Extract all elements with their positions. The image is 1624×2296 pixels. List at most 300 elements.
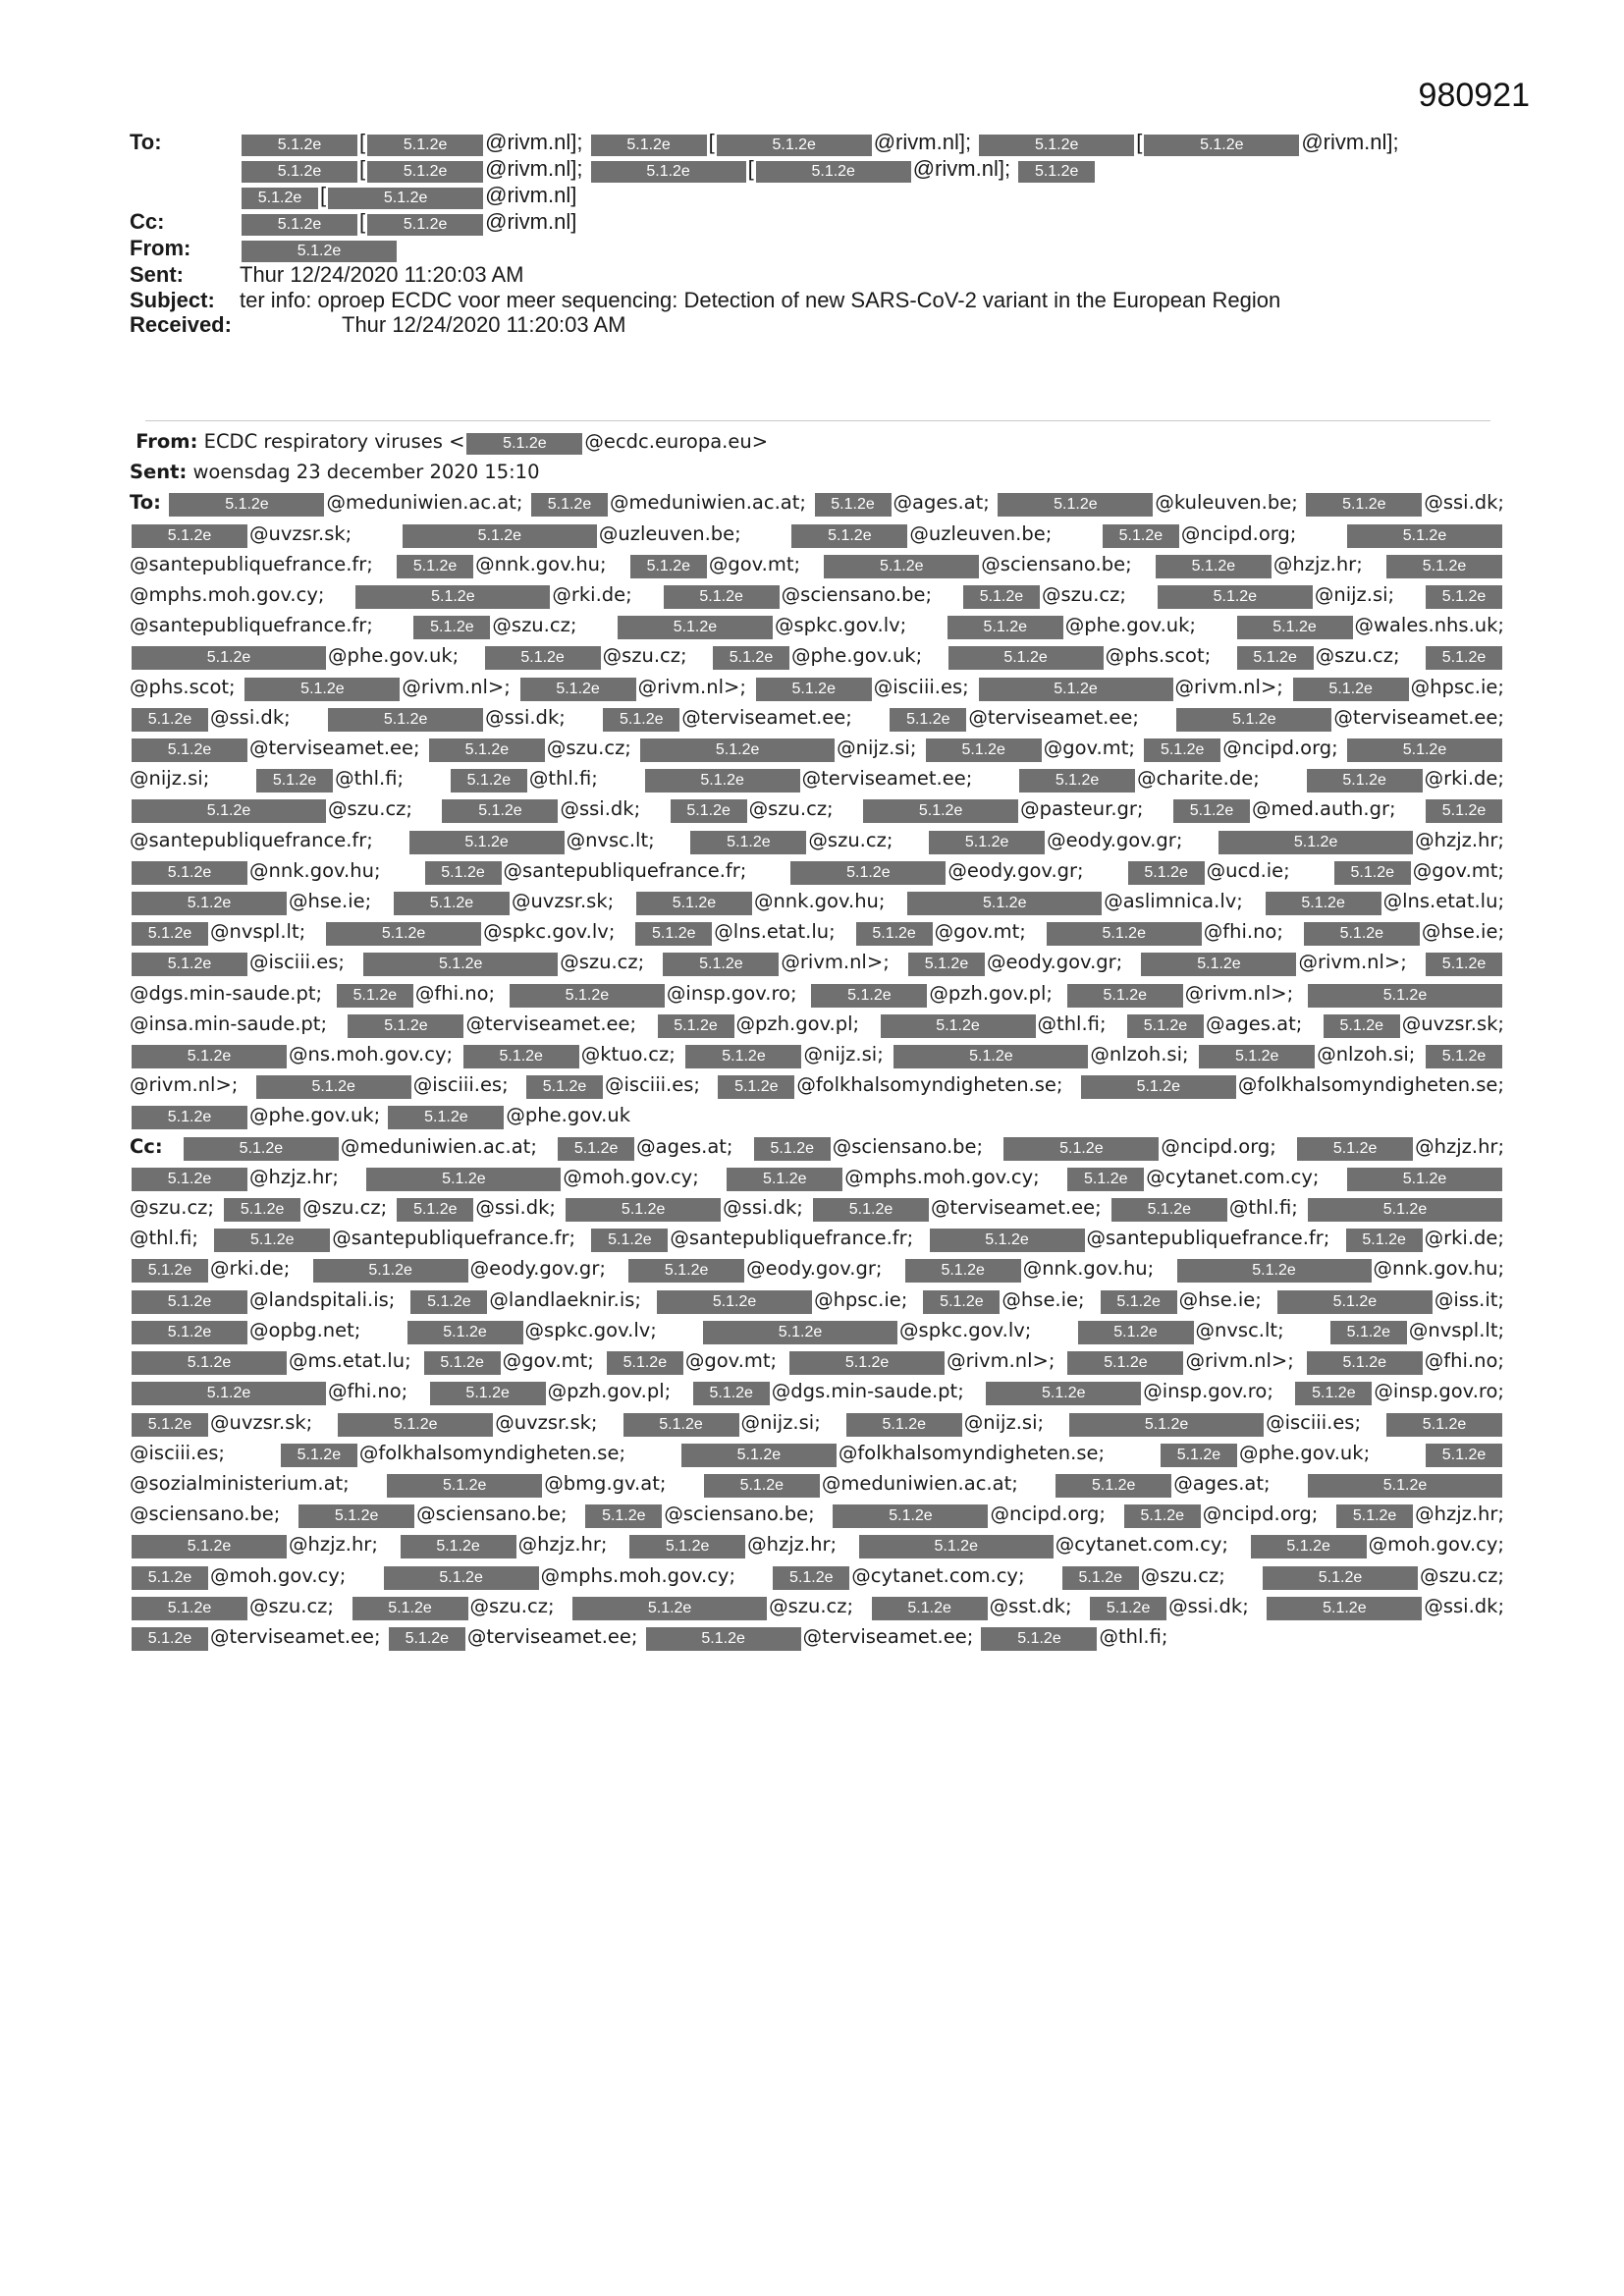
redaction-box: 5.1.2e <box>1173 799 1250 823</box>
redaction-box: 5.1.2e <box>618 616 773 639</box>
recipient-domain: @terviseamet.ee; <box>465 1011 637 1035</box>
redaction-box: 5.1.2e <box>1297 1137 1413 1161</box>
redaction-box: 5.1.2e <box>242 214 357 236</box>
recipient-domain: @terviseamet.ee; <box>210 1624 381 1648</box>
recipient-domain: @ncipd.org; <box>1161 1134 1276 1158</box>
redaction-box: 5.1.2e <box>1304 922 1420 946</box>
recipient-domain: @bmg.gv.at; <box>544 1471 667 1495</box>
recipient-domain: @nvsc.lt; <box>566 828 655 851</box>
recipient-domain: @pasteur.gr; <box>1020 797 1144 821</box>
recipient-address <box>1293 1380 1504 1402</box>
redaction-box: 5.1.2e <box>815 493 892 517</box>
outer-email-header <box>130 130 1504 338</box>
redaction-box: 5.1.2e <box>833 1504 988 1528</box>
redaction-box: 5.1.2e <box>1334 861 1411 885</box>
redaction-box: 5.1.2e <box>132 1566 208 1590</box>
redaction-box: 5.1.2e <box>905 1259 1021 1283</box>
recipient-domain: @aslimnica.lv; <box>1104 890 1243 913</box>
recipient-domain: @uvzsr.sk; <box>249 521 352 545</box>
recipient-domain: @ages.at; <box>636 1134 733 1158</box>
recipient-address <box>428 1380 672 1402</box>
recipient-address <box>1126 859 1290 882</box>
recipient-domain: @szu.cz; <box>1315 644 1400 668</box>
outer-subject-label: Subject: <box>130 287 215 312</box>
redaction-box: 5.1.2e <box>1067 984 1183 1008</box>
redaction-box: 5.1.2e <box>998 493 1153 517</box>
redaction-box: 5.1.2e <box>363 953 558 976</box>
recipient-address <box>701 1319 1031 1341</box>
recipient-address <box>130 951 345 973</box>
recipient-domain: @hzjz.hr; <box>289 1533 378 1557</box>
redaction-box: 5.1.2e <box>824 555 979 578</box>
redaction-box: 5.1.2e <box>407 1321 523 1344</box>
inner-from-row <box>130 426 1504 457</box>
recipient-address <box>633 920 835 943</box>
inner-sent-label: Sent: <box>130 461 188 484</box>
recipient-domain: @uvzsr.sk; <box>511 890 615 913</box>
recipient-domain: @gov.mt; <box>1043 737 1135 760</box>
recipient-domain: @szu.cz; <box>808 828 893 851</box>
recipient-domain: @cytanet.com.cy; <box>1146 1165 1320 1188</box>
redaction-box: 5.1.2e <box>1047 922 1202 946</box>
redaction-box: 5.1.2e <box>132 708 208 732</box>
redaction-box: 5.1.2e <box>1426 1045 1502 1068</box>
redaction-box: 5.1.2e <box>690 831 806 854</box>
recipient-address <box>583 1503 814 1525</box>
redaction-box: 5.1.2e <box>132 892 287 915</box>
recipient-domain: @eody.gov.gr; <box>469 1257 606 1281</box>
redaction-box: 5.1.2e <box>930 1229 1085 1252</box>
redaction-box: 5.1.2e <box>1267 1597 1422 1620</box>
recipient-address <box>643 767 973 790</box>
recipient-address <box>130 890 371 912</box>
recipient-address <box>1067 1411 1361 1434</box>
redaction-box: 5.1.2e <box>981 1627 1097 1651</box>
recipient-address <box>903 1257 1155 1280</box>
recipient-address <box>1322 1012 1504 1035</box>
redaction-box: 5.1.2e <box>1101 1290 1177 1314</box>
redaction-box: 5.1.2e <box>1426 799 1502 823</box>
redaction-box: 5.1.2e <box>1308 1198 1502 1222</box>
recipient-address <box>811 1196 1102 1219</box>
recipient-address <box>1088 1595 1249 1617</box>
recipient-address <box>254 1073 509 1096</box>
redaction-box: 5.1.2e <box>629 1535 745 1558</box>
redaction-box: 5.1.2e <box>132 1382 326 1405</box>
recipient-address <box>336 1411 597 1434</box>
redaction-box: 5.1.2e <box>603 708 679 732</box>
recipient-domain: @santepubliquefrance.fr; <box>503 858 747 882</box>
redaction-box: 5.1.2e <box>132 1627 208 1651</box>
redaction-box: 5.1.2e <box>1426 585 1502 609</box>
redaction-box: 5.1.2e <box>1295 1382 1372 1405</box>
redaction-box: 5.1.2e <box>424 1351 501 1375</box>
recipient-domain: @isciii.es; <box>130 1441 225 1464</box>
recipient-domain: @uvzsr.sk; <box>210 1410 313 1434</box>
recipient-domain: @phs.scot; <box>1105 644 1212 668</box>
recipient-domain: @rivm.nl>; <box>1184 981 1294 1005</box>
recipient-address <box>752 1135 983 1158</box>
recipient-address <box>524 1073 700 1096</box>
recipient-domain: @sciensano.be; <box>981 552 1132 575</box>
redaction-box: 5.1.2e <box>628 1259 744 1283</box>
recipient-address <box>311 1257 606 1280</box>
redaction-box: 5.1.2e <box>397 555 473 578</box>
redaction-box: 5.1.2e <box>1347 524 1502 548</box>
recipient-domain: @isciii.es; <box>605 1073 700 1097</box>
redaction-box: 5.1.2e <box>132 953 247 976</box>
redaction-box: 5.1.2e <box>1078 1321 1194 1344</box>
recipient-address <box>1174 706 1504 729</box>
redaction-box: 5.1.2e <box>693 1382 770 1405</box>
redaction-box: 5.1.2e <box>367 214 483 236</box>
redaction-box: 5.1.2e <box>1426 953 1502 976</box>
redaction-box: 5.1.2e <box>244 678 400 701</box>
redaction-box: 5.1.2e <box>242 161 357 183</box>
recipient-domain: @fhi.no; <box>328 1380 408 1403</box>
recipient-address <box>725 1166 1039 1188</box>
recipient-address <box>1171 797 1396 820</box>
redaction-box: 5.1.2e <box>466 433 582 455</box>
redaction-box: 5.1.2e <box>531 493 608 517</box>
redaction-box: 5.1.2e <box>671 799 747 823</box>
recipient-domain: @spkc.gov.lv; <box>524 1318 657 1341</box>
redaction-box: 5.1.2e <box>1336 1504 1413 1528</box>
recipient-domain: @ktuo.cz; <box>580 1043 676 1066</box>
recipient-address <box>1156 583 1394 606</box>
recipient-address <box>1275 1288 1504 1311</box>
recipient-domain: @spkc.gov.lv; <box>483 920 616 944</box>
redaction-box: 5.1.2e <box>717 135 872 156</box>
recipient-domain: @cytanet.com.cy; <box>851 1563 1025 1587</box>
recipient-domain: @nijz.si; <box>963 1410 1045 1434</box>
redaction-box: 5.1.2e <box>591 161 746 183</box>
recipient-domain: @rivm.nl>; <box>402 675 511 698</box>
recipient-address <box>905 890 1243 912</box>
recipient-domain: @sst.dk; <box>989 1594 1072 1617</box>
recipient-domain: @rivm.nl>; <box>637 675 746 698</box>
recipient-address <box>1139 951 1406 973</box>
recipient-domain: @folkhalsomyndigheten.se; <box>358 1441 626 1464</box>
recipient-domain: @moh.gov.cy; <box>1368 1533 1504 1557</box>
redaction-box: 5.1.2e <box>132 1168 247 1191</box>
redaction-box: 5.1.2e <box>463 1045 579 1068</box>
redaction-box: 5.1.2e <box>585 1504 662 1528</box>
recipient-address <box>702 1472 1018 1495</box>
recipient-domain: @nnk.gov.hu; <box>1022 1257 1155 1281</box>
recipient-domain: @nnk.gov.hu; <box>249 858 381 882</box>
redaction-box: 5.1.2e <box>1324 1014 1400 1038</box>
redaction-box: 5.1.2e <box>635 922 712 946</box>
recipient-domain: @isciii.es; <box>873 675 969 698</box>
recipient-domain: @moh.gov.cy; <box>210 1563 347 1587</box>
recipient-domain: @nvsc.lt; <box>1195 1318 1284 1341</box>
recipient-domain: @hzjz.hr; <box>1272 552 1363 575</box>
recipient-domain: @insp.gov.ro; <box>1374 1380 1504 1403</box>
recipient-address <box>254 767 404 790</box>
redaction-box: 5.1.2e <box>425 861 502 885</box>
outer-to-domain: @rivm.nl]; <box>1301 130 1399 154</box>
recipient-domain: @szu.cz; <box>249 1594 334 1617</box>
recipient-address <box>691 1380 964 1402</box>
outer-sent-label: Sent: <box>130 262 184 287</box>
recipient-address <box>346 1012 636 1035</box>
redaction-box: 5.1.2e <box>907 892 1102 915</box>
redaction-box: 5.1.2e <box>846 1413 962 1437</box>
redaction-box: 5.1.2e <box>451 769 527 793</box>
redaction-box: 5.1.2e <box>132 1321 247 1344</box>
recipient-domain: @hse.ie; <box>1001 1287 1085 1311</box>
recipient-address <box>946 614 1196 636</box>
recipient-address <box>1065 982 1293 1005</box>
recipient-domain: @uzleuven.be; <box>598 521 741 545</box>
recipient-address <box>788 859 1083 882</box>
recipient-domain: @hpsc.ie; <box>814 1287 908 1311</box>
outer-from-row <box>130 236 1504 262</box>
recipient-domain: @folkhalsomyndigheten.se; <box>796 1073 1063 1097</box>
recipient-domain: @dgs.min-saude.pt; <box>771 1380 964 1403</box>
redaction-box: 5.1.2e <box>352 1597 468 1620</box>
redaction-box: 5.1.2e <box>908 953 985 976</box>
redaction-box: 5.1.2e <box>1127 1014 1204 1038</box>
redaction-box: 5.1.2e <box>926 738 1042 762</box>
redaction-box: 5.1.2e <box>348 1014 463 1038</box>
redaction-box: 5.1.2e <box>132 1535 287 1558</box>
recipient-domain: @santepubliquefrance.fr; <box>1086 1227 1330 1250</box>
recipient-domain: @nijz.si; <box>1314 583 1395 607</box>
redaction-box: 5.1.2e <box>389 1627 465 1651</box>
redaction-box: 5.1.2e <box>986 1382 1141 1405</box>
recipient-domain: @meduniwien.ac.at; <box>821 1471 1018 1495</box>
recipient-address <box>822 553 1131 575</box>
recipient-domain: @phe.gov.uk; <box>249 1104 381 1127</box>
recipient-address <box>564 1196 803 1219</box>
recipient-domain: @ssi.dk; <box>485 705 566 729</box>
recipient-domain: @szu.cz; <box>546 737 631 760</box>
redaction-box: 5.1.2e <box>1263 1566 1418 1590</box>
recipient-domain: @szu.cz; <box>328 797 412 821</box>
recipient-domain: @terviseamet.ee; <box>801 767 973 791</box>
recipient-address <box>754 676 969 698</box>
redaction-box: 5.1.2e <box>1293 678 1409 701</box>
recipient-address <box>679 1442 1105 1464</box>
redaction-box: 5.1.2e <box>355 585 550 609</box>
recipient-domain: @nvspl.lt; <box>1408 1318 1505 1341</box>
redaction-box: 5.1.2e <box>1124 1504 1201 1528</box>
outer-to-label: To: <box>130 130 162 154</box>
recipient-domain: @hse.ie; <box>289 890 372 913</box>
recipient-address <box>662 583 932 606</box>
redaction-box: 5.1.2e <box>367 135 483 156</box>
recipient-domain: @pzh.gov.pl; <box>547 1380 672 1403</box>
recipient-address <box>870 1595 1072 1617</box>
recipient-domain: @nnk.gov.hu; <box>475 552 607 575</box>
recipient-address <box>857 1533 1228 1556</box>
redaction-box: 5.1.2e <box>703 1321 897 1344</box>
redaction-box: 5.1.2e <box>1330 1321 1407 1344</box>
recipient-address <box>626 1257 882 1280</box>
redaction-box: 5.1.2e <box>929 831 1045 854</box>
recipient-address <box>1344 1227 1504 1249</box>
recipient-domain: @terviseamet.ee; <box>802 1624 974 1648</box>
recipient-domain: @eody.gov.gr; <box>746 1257 883 1281</box>
recipient-domain: @ucd.ie; <box>1206 858 1290 882</box>
redaction-box: 5.1.2e <box>1018 161 1095 183</box>
redaction-box: 5.1.2e <box>754 1137 831 1161</box>
recipient-address <box>324 920 615 943</box>
recipient-address <box>423 859 747 882</box>
redaction-box: 5.1.2e <box>214 1229 330 1252</box>
recipient-address <box>361 951 644 973</box>
recipient-domain: @landlaeknir.is; <box>489 1287 642 1311</box>
redaction-box: 5.1.2e <box>1386 555 1502 578</box>
recipient-domain: @terviseamet.ee; <box>968 705 1139 729</box>
recipient-domain: @ssi.dk; <box>723 1196 803 1220</box>
recipient-domain: @folkhalsomyndigheten.se; <box>838 1441 1106 1464</box>
redaction-box: 5.1.2e <box>636 892 752 915</box>
recipient-domain: @sciensano.be; <box>416 1503 568 1526</box>
recipient-domain: @moh.gov.cy; <box>563 1165 699 1188</box>
recipient-address <box>627 1533 837 1556</box>
redaction-box: 5.1.2e <box>1347 738 1502 762</box>
redaction-box: 5.1.2e <box>1347 1168 1502 1191</box>
redaction-box: 5.1.2e <box>1056 1474 1171 1498</box>
recipient-domain: @santepubliquefrance.fr; <box>130 614 373 637</box>
recipient-domain: @gov.mt; <box>1412 858 1504 882</box>
redaction-box: 5.1.2e <box>685 1045 801 1068</box>
recipient-address <box>1334 1503 1504 1525</box>
recipient-address <box>683 1043 883 1066</box>
redaction-box: 5.1.2e <box>890 708 966 732</box>
recipient-domain: @hzjz.hr; <box>1415 1134 1505 1158</box>
outer-from-label: From: <box>130 236 191 260</box>
recipient-address <box>130 797 412 820</box>
redaction-box: 5.1.2e <box>281 1444 357 1467</box>
recipient-address <box>130 859 381 882</box>
redaction-box: 5.1.2e <box>429 738 545 762</box>
outer-subject-row <box>130 288 1504 313</box>
recipient-domain: @ncipd.org; <box>1180 521 1297 545</box>
recipient-domain: @rivm.nl>; <box>947 1349 1056 1373</box>
redaction-box: 5.1.2e <box>430 1382 546 1405</box>
redaction-box: 5.1.2e <box>607 1351 683 1375</box>
recipient-address <box>638 737 916 759</box>
redaction-box: 5.1.2e <box>872 1597 988 1620</box>
redaction-box: 5.1.2e <box>923 1290 1000 1314</box>
recipient-address <box>1261 1564 1504 1587</box>
recipient-address <box>1065 1166 1319 1188</box>
redaction-box: 5.1.2e <box>566 1198 721 1222</box>
redaction-box: 5.1.2e <box>410 1290 487 1314</box>
redaction-box: 5.1.2e <box>591 1229 668 1252</box>
recipient-address <box>1175 1257 1505 1280</box>
redaction-box: 5.1.2e <box>413 616 490 639</box>
recipient-address <box>787 1349 1055 1372</box>
recipient-domain: @nlzoh.si; <box>1317 1043 1416 1066</box>
recipient-address <box>440 797 640 820</box>
redaction-box: 5.1.2e <box>384 1566 539 1590</box>
redaction-box: 5.1.2e <box>520 678 636 701</box>
redaction-box: 5.1.2e <box>388 1106 504 1129</box>
outer-subject-value: ter info: oproep ECDC voor meer sequencing: Detection of new SARS-CoV-2 variant in the European Region <box>240 287 1281 312</box>
redaction-box: 5.1.2e <box>1308 1474 1502 1498</box>
inner-from-label: From: <box>135 430 198 453</box>
redaction-box: 5.1.2e <box>1346 1229 1423 1252</box>
redaction-box: 5.1.2e <box>132 1045 287 1068</box>
recipient-address <box>1001 1135 1276 1158</box>
recipient-address <box>130 920 305 943</box>
recipient-address <box>1110 1196 1298 1219</box>
recipient-domain: @szu.cz; <box>1041 583 1126 607</box>
recipient-address <box>809 982 1053 1005</box>
recipient-domain: @hse.ie; <box>1178 1287 1262 1311</box>
redaction-box: 5.1.2e <box>1062 1566 1139 1590</box>
redaction-box: 5.1.2e <box>893 1045 1088 1068</box>
inner-cc-label: Cc: <box>130 1134 163 1158</box>
recipient-address <box>996 491 1297 514</box>
redaction-box: 5.1.2e <box>397 1198 473 1222</box>
inner-from-domain: @ecdc.europa.eu> <box>584 430 769 453</box>
recipient-address <box>688 829 893 851</box>
redaction-box: 5.1.2e <box>132 1351 287 1375</box>
recipient-address <box>928 1227 1330 1249</box>
redaction-box: 5.1.2e <box>1067 1351 1183 1375</box>
redaction-box: 5.1.2e <box>1237 646 1314 670</box>
redaction-box: 5.1.2e <box>132 1106 247 1129</box>
redaction-box: 5.1.2e <box>313 1259 468 1283</box>
redaction-box: 5.1.2e <box>256 769 333 793</box>
redaction-box: 5.1.2e <box>657 1290 812 1314</box>
to-recipients <box>130 491 1504 1126</box>
redaction-box: 5.1.2e <box>394 892 510 915</box>
recipient-address <box>1159 1442 1370 1464</box>
redaction-box: 5.1.2e <box>640 738 835 762</box>
redaction-box: 5.1.2e <box>558 1137 634 1161</box>
redaction-box: 5.1.2e <box>442 799 558 823</box>
recipient-address <box>1304 491 1504 514</box>
redaction-box: 5.1.2e <box>863 799 1018 823</box>
recipient-address <box>130 644 459 667</box>
recipient-domain: @isciii.es; <box>1266 1410 1362 1434</box>
recipient-address <box>1065 1349 1293 1372</box>
inner-sent-value: woensdag 23 december 2020 15:10 <box>192 461 540 484</box>
forwarded-email-header <box>130 426 1504 1652</box>
recipient-domain: @insp.gov.ro; <box>1143 1380 1273 1403</box>
recipient-domain: @gov.mt; <box>684 1349 778 1373</box>
recipient-address <box>387 1625 638 1648</box>
redaction-box: 5.1.2e <box>1003 1137 1159 1161</box>
recipient-domain: @meduniwien.ac.at; <box>609 491 806 515</box>
recipient-address <box>130 1349 411 1372</box>
recipient-domain: @gov.mt; <box>502 1349 594 1373</box>
recipient-address <box>130 1595 334 1617</box>
redaction-box: 5.1.2e <box>328 708 483 732</box>
recipient-domain: @szu.cz; <box>130 1196 214 1220</box>
redaction-box: 5.1.2e <box>1090 1597 1166 1620</box>
recipient-address <box>279 1442 625 1464</box>
redaction-box: 5.1.2e <box>242 241 397 262</box>
redaction-box: 5.1.2e <box>856 922 933 946</box>
recipient-domain: @pzh.gov.pl; <box>929 981 1053 1005</box>
outer-received-value: Thur 12/24/2020 11:20:03 AM <box>342 312 626 337</box>
recipient-address <box>130 1043 453 1066</box>
recipient-address <box>570 1595 853 1617</box>
recipient-domain: @mphs.moh.gov.cy; <box>540 1563 736 1587</box>
recipient-address <box>1217 829 1504 851</box>
outer-to-domain: @rivm.nl]; <box>912 156 1011 181</box>
redaction-box: 5.1.2e <box>338 1413 493 1437</box>
recipient-domain: @ssi.dk; <box>1424 491 1505 515</box>
